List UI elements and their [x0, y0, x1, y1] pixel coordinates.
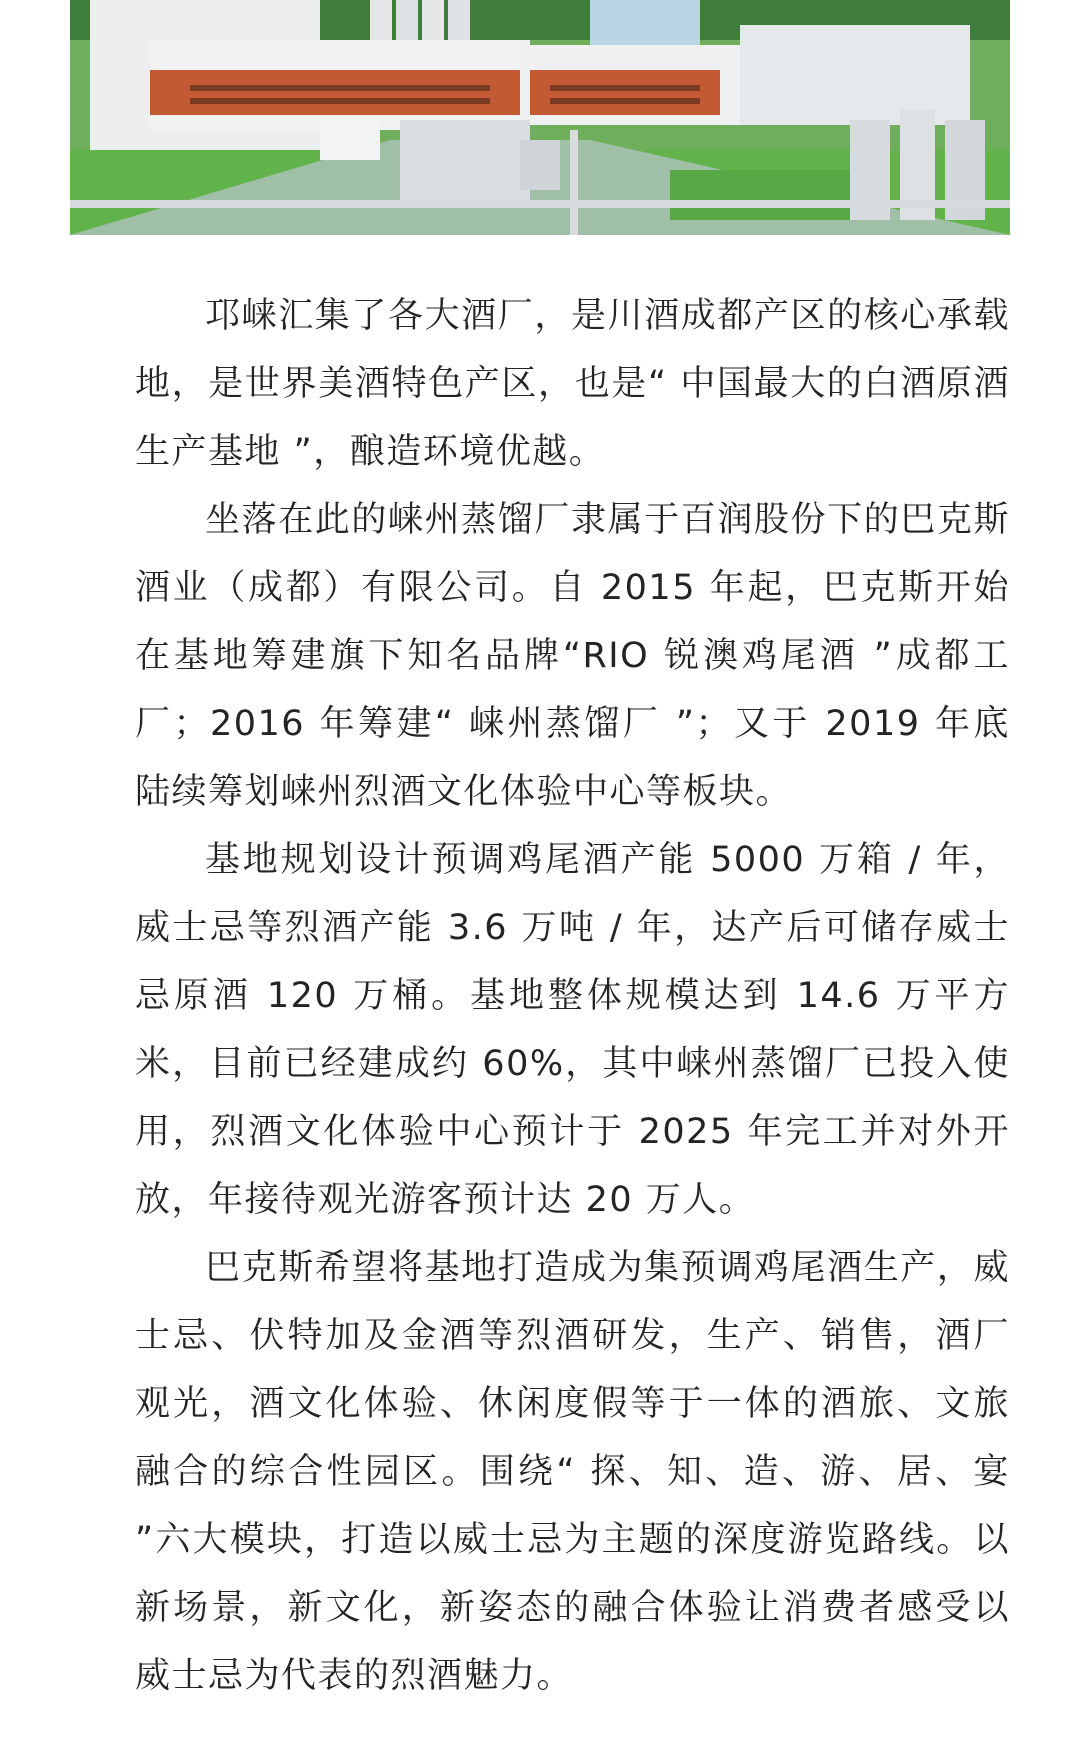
paragraph-park-vision: 巴克斯希望将基地打造成为集预调鸡尾酒生产，威士忌、伏特加及金酒等烈酒研发，生产、销售，酒厂观光，酒文化体验、休闲度假等于一体的酒旅、文旅融合的综合性园区。围绕“ 探、知、造、游、居、宴 ”六大模块，打造以威士忌为主题的深度游览路线。以新场景，新文化，新姿态的融合体验让消费者感受以威士忌为代表的烈酒魅力。 — [135, 1248, 1010, 1696]
paragraph-base-capacity: 基地规划设计预调鸡尾酒产能 5000 万箱 / 年，威士忌等烈酒产能 3.6 万吨 / 年，达产后可储存威士忌原酒 120 万桶。基地整体规模达到 14.6 万平方米，目前已经建成约 60%，其中崃州蒸馏厂已投入使用，烈酒文化体验中心预计于 2025 年完工并对外开放，年接待观光游客预计达 20 万人。 — [135, 840, 1010, 1220]
paragraph-qionglai-intro: 邛崃汇集了各大酒厂，是川酒成都产区的核心承载地，是世界美酒特色产区，也是“ 中国最大的白酒原酒生产基地 ”，酿造环境优越。 — [135, 296, 1010, 472]
article-body — [135, 282, 1010, 1710]
paragraph-laizhou-distillery: 坐落在此的崃州蒸馏厂隶属于百润股份下的巴克斯酒业（成都）有限公司。自 2015 年起，巴克斯开始在基地筹建旗下知名品牌“RIO 锐澳鸡尾酒 ”成都工厂；2016 年筹建“ 崃州蒸馏厂 ”；又于 2019 年底陆续筹划崃州烈酒文化体验中心等板块。 — [135, 500, 1010, 812]
distillery-aerial-illustration — [70, 0, 1010, 235]
distillery-aerial-photo — [70, 0, 1010, 235]
